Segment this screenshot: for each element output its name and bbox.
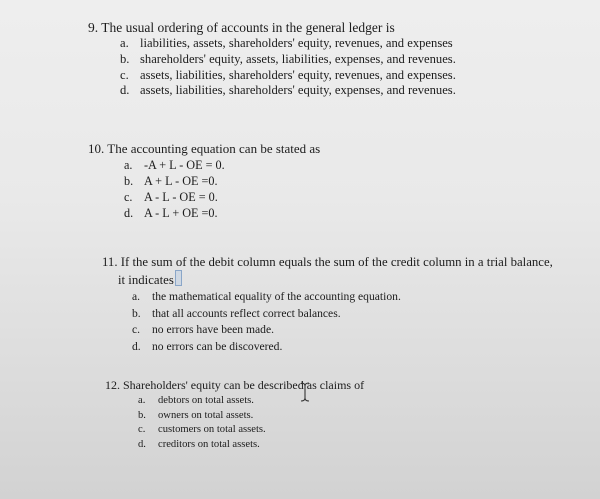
question-12 [105, 378, 364, 452]
option-letter: c. [132, 323, 141, 336]
option-letter: a. [124, 158, 133, 172]
question-9-option-a[interactable] [120, 36, 456, 52]
question-12-stem [105, 378, 364, 393]
option-text: debtors on total assets. [158, 395, 254, 406]
option-text: the mathematical equality of the accounting equation. [152, 290, 401, 303]
option-letter: d. [124, 206, 134, 220]
option-text: no errors can be discovered. [152, 339, 283, 353]
question-10-text: The accounting equation can be stated as [107, 141, 321, 156]
option-letter: c. [124, 190, 133, 204]
option-letter: b. [124, 174, 134, 188]
option-letter: b. [138, 409, 146, 421]
question-11-option-d[interactable] [132, 339, 553, 356]
question-10-number: 10. [88, 141, 105, 156]
question-11-option-a[interactable] [132, 289, 553, 306]
question-12-option-a[interactable] [138, 394, 364, 409]
option-text: that all accounts reflect correct balances. [152, 306, 341, 320]
option-text: A - L - OE = 0. [144, 190, 218, 204]
option-text: no errors have been made. [152, 323, 275, 336]
option-text: -A + L - OE = 0. [144, 158, 225, 172]
option-text: customers on total assets. [158, 424, 266, 435]
question-11 [102, 255, 553, 355]
question-10-option-d[interactable] [124, 205, 320, 221]
question-9 [88, 20, 456, 99]
question-12-options [138, 394, 364, 452]
option-text: A + L - OE =0. [144, 174, 218, 188]
option-text: assets, liabilities, shareholders' equity, revenues, and expenses. [140, 67, 456, 82]
question-11-option-c[interactable] [132, 322, 553, 339]
question-10-option-c[interactable] [124, 189, 320, 205]
question-11-option-b[interactable] [132, 306, 553, 323]
option-letter: a. [138, 395, 146, 406]
question-10-stem [88, 141, 320, 156]
option-text: shareholders' equity, assets, liabilities, expenses, and revenues. [140, 51, 456, 66]
question-11-stem [102, 255, 553, 270]
question-9-options [120, 36, 456, 99]
question-9-number: 9. [88, 20, 99, 35]
option-text: liabilities, assets, shareholders' equity, revenues, and expenses [140, 36, 453, 50]
question-12-option-b[interactable] [138, 409, 364, 424]
question-9-stem [88, 20, 456, 35]
question-10-options [124, 157, 320, 221]
question-9-option-d[interactable] [120, 83, 456, 99]
option-text: creditors on total assets. [158, 438, 260, 450]
question-9-text: The usual ordering of accounts in the general ledger is [101, 20, 395, 35]
question-11-text: If the sum of the debit column equals the sum of the credit column in a trial balance, [120, 255, 553, 269]
ibeam-cursor-icon [300, 382, 310, 402]
option-text: A - L + OE =0. [144, 206, 218, 220]
question-11-number: 11. [102, 255, 118, 269]
option-letter: a. [120, 36, 129, 50]
option-letter: b. [120, 51, 130, 66]
question-10-option-a[interactable] [124, 157, 320, 173]
question-11-text-line2: it indicates [118, 273, 174, 287]
option-letter: d. [138, 438, 146, 450]
option-letter: c. [120, 67, 129, 82]
question-10 [88, 141, 320, 221]
option-letter: c. [138, 424, 146, 435]
question-10-option-b[interactable] [124, 173, 320, 189]
option-text: owners on total assets. [158, 409, 254, 421]
question-12-option-d[interactable] [138, 438, 364, 453]
option-letter: d. [120, 83, 130, 98]
question-9-option-b[interactable] [120, 52, 456, 68]
option-letter: b. [132, 306, 141, 320]
option-text: assets, liabilities, shareholders' equity, expenses, and revenues. [140, 83, 456, 98]
option-letter: d. [132, 339, 141, 353]
question-12-text: Shareholders' equity can be described as claims of [123, 378, 365, 392]
question-12-number: 12. [105, 378, 120, 392]
question-9-option-c[interactable] [120, 68, 456, 84]
option-letter: a. [132, 290, 141, 303]
text-cursor-marker [175, 270, 182, 286]
question-12-option-c[interactable] [138, 423, 364, 438]
question-11-stem-continued [102, 270, 553, 288]
question-11-options [132, 289, 553, 355]
